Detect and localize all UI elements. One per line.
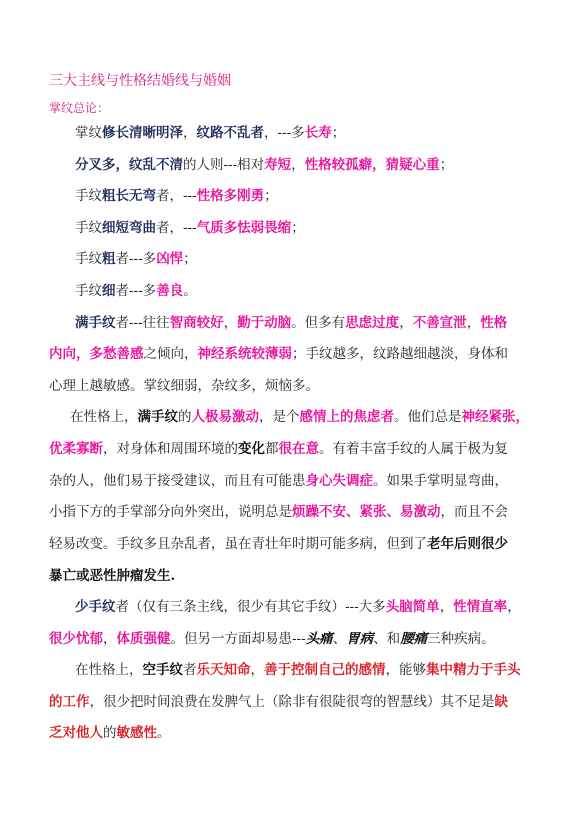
emphasis-text: 的工作 bbox=[49, 694, 90, 710]
plain-text: 者 bbox=[183, 662, 197, 678]
plain-text: 。 bbox=[183, 283, 197, 299]
emphasis-text: 暴亡或恶性肿瘤发生. bbox=[49, 568, 176, 584]
emphasis-text: 善于控制自己的感情 bbox=[264, 662, 386, 678]
plain-text: 、 bbox=[332, 631, 347, 647]
emphasis-text: 性格较孤癖，猜疑心重 bbox=[304, 157, 440, 173]
plain-text: 之倾向， bbox=[143, 346, 198, 362]
text-line bbox=[49, 535, 539, 553]
plain-text: 者（仅有三条主线，很少有其它手纹）---大多 bbox=[115, 599, 386, 615]
text-line bbox=[70, 408, 560, 426]
plain-text: ， bbox=[291, 157, 305, 173]
emphasis-text: 乐天知命 bbox=[196, 662, 251, 678]
text-line bbox=[75, 661, 565, 679]
plain-text: 心理上越敏感。掌纹细弱，杂纹多，烦恼多。 bbox=[49, 378, 319, 394]
plain-text: ； bbox=[331, 125, 346, 141]
plain-text: ， bbox=[183, 125, 197, 141]
emphasis-text: 身心失调症 bbox=[305, 473, 373, 489]
emphasis-text: 性情直率 bbox=[453, 599, 508, 615]
emphasis-text: 气质多怯弱畏缩 bbox=[196, 220, 292, 236]
plain-text: ； bbox=[291, 220, 305, 236]
emphasis-text: 体质强健 bbox=[116, 631, 171, 647]
section-heading: 掌纹总论： bbox=[49, 101, 110, 115]
plain-text: 。有着丰富手纹的人属于极为复 bbox=[319, 441, 508, 457]
text-line bbox=[49, 377, 539, 395]
text-line bbox=[49, 472, 539, 490]
plain-text: 的 bbox=[178, 409, 192, 425]
text-line bbox=[75, 124, 565, 142]
plain-text: 的人则---相对 bbox=[183, 157, 265, 173]
emphasis-text: 胃病 bbox=[346, 631, 374, 647]
emphasis-text: 神经系统较薄弱 bbox=[197, 346, 292, 362]
emphasis-text: 寿短 bbox=[264, 157, 292, 173]
text-line bbox=[75, 314, 565, 332]
emphasis-text: 敏感性 bbox=[116, 725, 157, 741]
plain-text: 手纹 bbox=[75, 283, 102, 299]
emphasis-text: 修长清晰明泽 bbox=[102, 125, 183, 141]
emphasis-text: 优柔寡断 bbox=[49, 441, 103, 457]
plain-text: 、和 bbox=[373, 631, 401, 647]
plain-text: 。 bbox=[157, 725, 171, 741]
plain-text: 都 bbox=[265, 441, 279, 457]
plain-text: 杂的人，他们易于接受建议，而且有可能患 bbox=[49, 473, 306, 489]
plain-text: 者---往往 bbox=[115, 315, 170, 331]
emphasis-text: 凶悍 bbox=[156, 251, 184, 267]
emphasis-text: 粗 bbox=[102, 251, 116, 267]
emphasis-text: 勤于动脑 bbox=[237, 315, 292, 331]
plain-text: 。他们总是 bbox=[394, 409, 462, 425]
emphasis-text: 老年后则很少 bbox=[427, 536, 508, 552]
emphasis-text: 空手纹 bbox=[142, 662, 183, 678]
plain-text: 者---多 bbox=[115, 251, 157, 267]
emphasis-text: 长寿 bbox=[304, 125, 332, 141]
plain-text: ，是个 bbox=[259, 409, 300, 425]
emphasis-text: 性格多刚勇 bbox=[196, 188, 265, 204]
emphasis-text: 人极易激动 bbox=[191, 409, 259, 425]
emphasis-text: 细短弯曲 bbox=[102, 220, 156, 236]
text-line bbox=[49, 503, 539, 521]
page-title: 三大主线与性格结婚线与婚姻 bbox=[49, 73, 231, 89]
text-line bbox=[75, 156, 565, 174]
plain-text: 手纹 bbox=[75, 251, 102, 267]
plain-text: 在性格上， bbox=[70, 409, 138, 425]
text-line bbox=[49, 693, 539, 711]
plain-text: ， bbox=[223, 315, 238, 331]
emphasis-text: 集中精力于手头 bbox=[426, 662, 521, 678]
emphasis-text: 很少忧郁 bbox=[49, 631, 103, 647]
plain-text: ； bbox=[439, 157, 454, 173]
plain-text: ；手纹越多，纹路越细越淡，身体和 bbox=[292, 346, 508, 362]
emphasis-text: 纹路不乱者 bbox=[196, 125, 264, 141]
emphasis-text: 内向，多愁善感 bbox=[49, 346, 144, 362]
plain-text: 。如果手掌明显弯曲， bbox=[373, 473, 508, 489]
plain-text: ，而且不会 bbox=[440, 504, 508, 520]
text-line bbox=[49, 345, 539, 363]
text-line bbox=[49, 440, 539, 458]
text-line bbox=[49, 567, 539, 585]
emphasis-text: 满手纹 bbox=[75, 315, 116, 331]
plain-text: ； bbox=[183, 251, 197, 267]
plain-text: ， bbox=[250, 662, 264, 678]
plain-text: 手纹 bbox=[75, 220, 102, 236]
plain-text: ， bbox=[466, 315, 481, 331]
emphasis-text: 细 bbox=[102, 283, 116, 299]
emphasis-text: 感情上的焦虑者 bbox=[299, 409, 394, 425]
emphasis-text: 粗长无弯 bbox=[102, 188, 156, 204]
plain-text: ，---多 bbox=[264, 125, 305, 141]
emphasis-text: 头痛 bbox=[305, 631, 333, 647]
plain-text: ； bbox=[264, 188, 278, 204]
emphasis-text: 腰痛 bbox=[400, 631, 428, 647]
plain-text: 。但多有 bbox=[291, 315, 346, 331]
emphasis-text: 分叉多，纹乱不清 bbox=[75, 157, 183, 173]
plain-text: ， bbox=[507, 599, 521, 615]
emphasis-text: 头脑简单 bbox=[385, 599, 440, 615]
text-line bbox=[75, 598, 565, 616]
plain-text: ， bbox=[439, 599, 454, 615]
plain-text: 三种疾病。 bbox=[427, 631, 495, 647]
emphasis-text: 不善宣泄 bbox=[412, 315, 467, 331]
plain-text: ，对身体和周围环境的 bbox=[103, 441, 238, 457]
text-line bbox=[49, 724, 539, 742]
text-line bbox=[49, 630, 539, 648]
plain-text: 掌纹 bbox=[75, 125, 102, 141]
emphasis-text: 善良 bbox=[156, 283, 184, 299]
emphasis-text: 变化 bbox=[238, 441, 265, 457]
plain-text: ，很少把时间浪费在发脾气上（除非有很陡很弯的智慧线）其不足是 bbox=[89, 694, 495, 710]
plain-text: 手纹 bbox=[75, 188, 102, 204]
plain-text: 在性格上， bbox=[75, 662, 143, 678]
emphasis-text: 智商较好 bbox=[169, 315, 224, 331]
emphasis-text: 思虑过度 bbox=[345, 315, 400, 331]
emphasis-text: 满手纹 bbox=[137, 409, 178, 425]
plain-text: 者，--- bbox=[156, 220, 197, 236]
plain-text: ，能够 bbox=[385, 662, 426, 678]
plain-text: ， bbox=[399, 315, 413, 331]
emphasis-text: 烦躁不安、紧张、易激动 bbox=[292, 504, 441, 520]
text-line bbox=[75, 219, 565, 237]
emphasis-text: 缺 bbox=[494, 694, 508, 710]
plain-text: 小指下方的手掌部分向外突出，说明总是 bbox=[49, 504, 292, 520]
plain-text: ， bbox=[103, 631, 117, 647]
text-line bbox=[75, 282, 565, 300]
plain-text: 者，--- bbox=[156, 188, 197, 204]
emphasis-text: 性格 bbox=[480, 315, 508, 331]
plain-text: 的 bbox=[103, 725, 117, 741]
text-line bbox=[75, 250, 565, 268]
plain-text: 者---多 bbox=[115, 283, 157, 299]
plain-text: 轻易改变。手纹多且杂乱者，虽在青壮年时期可能多病，但到了 bbox=[49, 536, 427, 552]
emphasis-text: 乏对他人 bbox=[49, 725, 103, 741]
emphasis-text: 少手纹 bbox=[75, 599, 116, 615]
emphasis-text: 神经紧张， bbox=[461, 409, 529, 425]
plain-text: 。但另一方面却易患--- bbox=[170, 631, 306, 647]
text-line bbox=[75, 187, 565, 205]
emphasis-text: 很在意 bbox=[278, 441, 319, 457]
